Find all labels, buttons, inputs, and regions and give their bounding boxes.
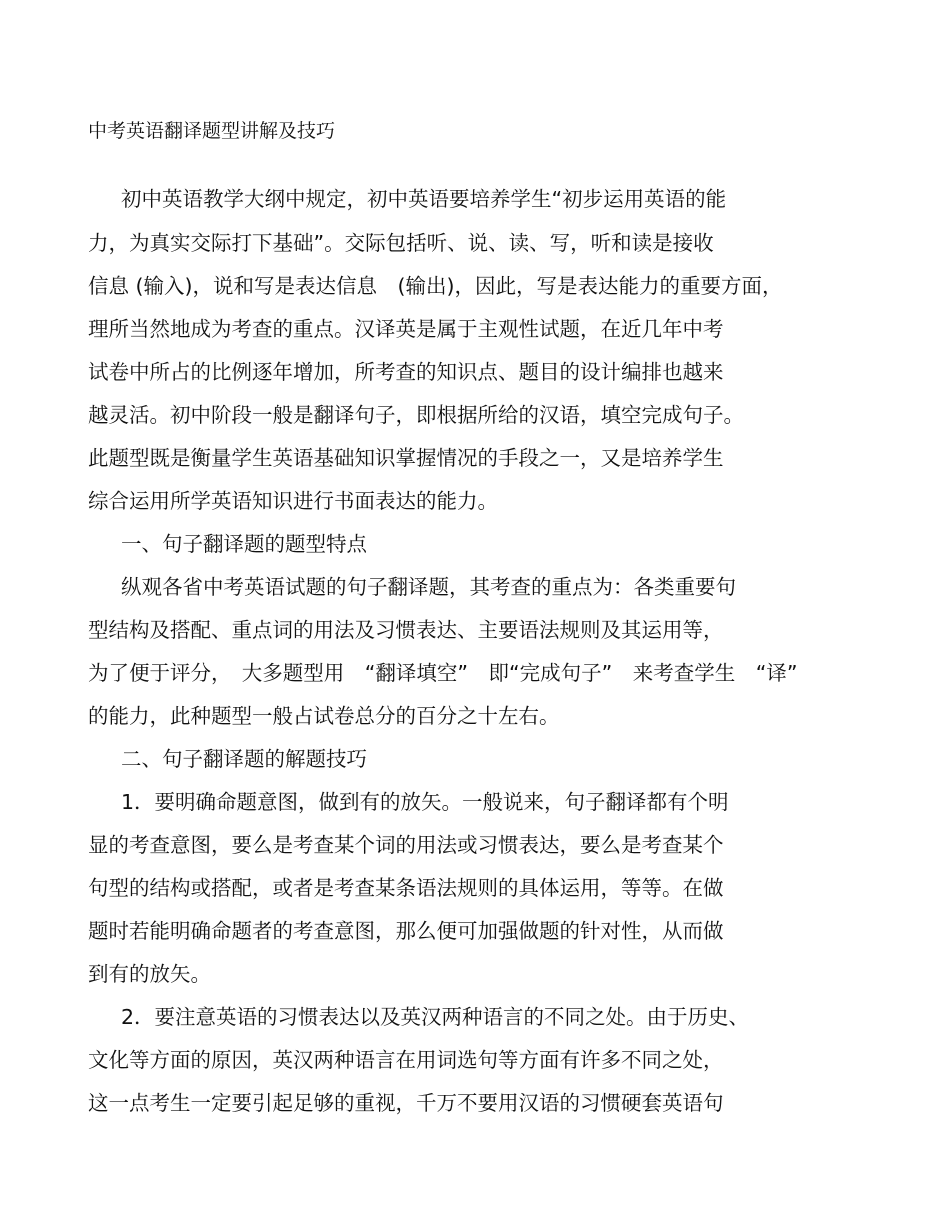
paragraph-line-1: 初中英语教学大纲中规定，初中英语要培养学生“初步运用英语的能	[121, 187, 727, 211]
paragraph-line-4: 理所当然地成为考查的重点。汉译英是属于主观性试题，在近几年中考	[88, 317, 724, 341]
paragraph-line-9: 纵观各省中考英语试题的句子翻译题，其考查的重点为：各类重要句	[121, 575, 736, 599]
paragraph-line-17: 到有的放矢。	[88, 962, 211, 986]
paragraph-line-11: 为了便于评分， 大多题型用 “翻译填空” 即“完成句子” 来考查学生 “译”	[88, 661, 798, 685]
paragraph-line-6: 越灵活。初中阶段一般是翻译句子，即根据所给的汉语，填空完成句子。	[88, 403, 744, 427]
paragraph-line-15: 句型的结构或搭配，或者是考查某条语法规则的具体运用，等等。在做	[88, 876, 724, 900]
document-title: 中考英语翻译题型讲解及技巧	[88, 120, 336, 142]
paragraph-line-19: 文化等方面的原因，英汉两种语言在用词选句等方面有许多不同之处，	[88, 1048, 724, 1072]
section-heading-1: 一、句子翻译题的题型特点	[121, 532, 367, 556]
paragraph-line-5: 试卷中所占的比例逐年增加，所考查的知识点、题目的设计编排也越来	[88, 360, 724, 384]
paragraph-line-3: 信息 (输入)，说和写是表达信息 (输出)，因此，写是表达能力的重要方面，	[88, 274, 783, 298]
paragraph-line-8: 综合运用所学英语知识进行书面表达的能力。	[88, 489, 498, 513]
paragraph-line-12: 的能力，此种题型一般占试卷总分的百分之十左右。	[88, 704, 560, 728]
paragraph-line-10: 型结构及搭配、重点词的用法及习惯表达、主要语法规则及其运用等，	[88, 618, 724, 642]
paragraph-line-2: 力，为真实交际打下基础”。交际包括听、说、读、写，听和读是接收	[88, 231, 714, 255]
paragraph-line-13: 1．要明确命题意图，做到有的放矢。一般说来，句子翻译都有个明	[121, 790, 729, 814]
section-heading-2: 二、句子翻译题的解题技巧	[121, 747, 367, 771]
paragraph-line-14: 显的考查意图，要么是考查某个词的用法或习惯表达，要么是考查某个	[88, 833, 724, 857]
paragraph-line-18: 2．要注意英语的习惯表达以及英汉两种语言的不同之处。由于历史、	[121, 1005, 750, 1029]
paragraph-line-7: 此题型既是衡量学生英语基础知识掌握情况的手段之一，又是培养学生	[88, 446, 724, 470]
paragraph-line-20: 这一点考生一定要引起足够的重视，千万不要用汉语的习惯硬套英语句	[88, 1091, 724, 1115]
paragraph-line-16: 题时若能明确命题者的考查意图，那么便可加强做题的针对性，从而做	[88, 919, 724, 943]
